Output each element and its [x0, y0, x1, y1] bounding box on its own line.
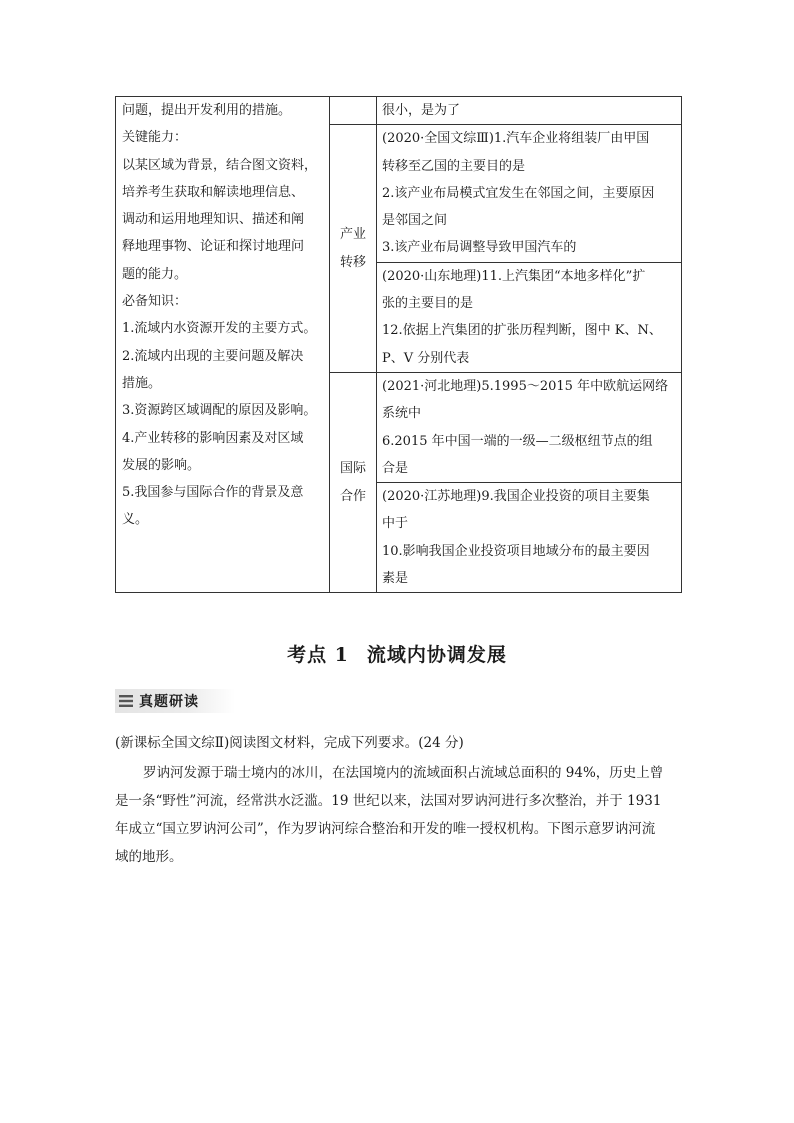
empty-topic-cell: [330, 97, 377, 125]
left-line: 3.资源跨区域调配的原因及影响。: [122, 403, 317, 419]
left-line: 4.产业转移的影响因素及对区域: [122, 430, 304, 446]
table-row: [116, 97, 682, 125]
question-line: 中于: [382, 516, 409, 532]
paragraph-line: 域的地形。: [115, 849, 183, 865]
question-line: 3.该产业布局调整导致甲国汽车的: [382, 240, 577, 256]
question-line: 合是: [382, 460, 409, 476]
knowledge-table: [115, 96, 682, 593]
left-line: 发展的影响。: [122, 457, 201, 473]
left-line: 2.流域内出现的主要问题及解决: [122, 348, 304, 364]
left-line: 培养考生获取和解读地理信息、: [122, 184, 305, 200]
question-line: (2020·江苏地理)9.我国企业投资的项目主要集: [382, 489, 650, 505]
paragraph-line: 年成立“国立罗讷河公司”，作为罗讷河综合整治和开发的唯一授权机构。下图示意罗讷河流: [115, 821, 656, 837]
topic-international-cooperation: [330, 372, 377, 592]
question-line: 转移至乙国的主要目的是: [382, 158, 526, 174]
question-line: 12.依据上汽集团的扩张历程判断，图中 K、N、: [382, 323, 662, 339]
section-title-text: 流域内协调发展: [366, 644, 507, 666]
left-line: 必备知识：: [122, 294, 188, 310]
question-line: 6.2015 年中国一端的一级—二级枢纽节点的组: [382, 433, 653, 449]
material-paragraph: [115, 759, 681, 871]
left-line: 关键能力：: [122, 130, 188, 146]
left-line: 题的能力。: [122, 266, 188, 282]
question-cell: [377, 262, 682, 372]
question-line: 是邻国之间: [382, 213, 448, 229]
left-line: 1.流域内水资源开发的主要方式。: [122, 321, 317, 337]
left-line: 调动和运用地理知识、描述和阐: [122, 212, 305, 228]
question-line: P、V 分别代表: [382, 350, 470, 366]
question-line: 2.该产业布局模式宜发生在邻国之间，主要原因: [382, 185, 655, 201]
banner-label: 真题研读: [139, 694, 199, 710]
topic-label: 合作: [339, 488, 366, 504]
left-line: 释地理事物、论证和探讨地理问: [122, 239, 305, 255]
question-cell: [377, 483, 682, 593]
left-line: 问题，提出开发利用的措施。: [122, 103, 292, 118]
left-line: 5.我国参与国际合作的背景及意: [122, 485, 304, 501]
paragraph-line: 罗讷河发源于瑞士境内的冰川，在法国境内的流域面积占流域总面积的 94%，历史上曾: [143, 765, 664, 781]
question-line: 10.影响我国企业投资项目地域分布的最主要因: [382, 543, 650, 559]
topic-industry-transfer: [330, 125, 377, 373]
list-icon: [119, 695, 133, 707]
section-number: 考点 1: [287, 644, 349, 666]
question-line: (2020·山东地理)11.上汽集团“本地多样化”扩: [382, 268, 646, 284]
section-heading: [0, 640, 794, 667]
paragraph-line: 是一条“野性”河流，经常洪水泛滥。19 世纪以来，法国对罗讷河进行多次整治，并于 1931: [115, 793, 662, 809]
competency-cell: [116, 97, 330, 593]
left-line: 义。: [122, 512, 149, 528]
topic-label: 国际: [339, 461, 366, 477]
section-banner: [115, 689, 235, 713]
question-cell: [377, 97, 682, 125]
left-line: 以某区域为背景，结合图文资料，: [122, 157, 318, 173]
question-line: 很小，是为了: [382, 103, 461, 118]
question-line: 系统中: [382, 406, 422, 422]
question-cell: [377, 372, 682, 482]
question-line: 素是: [382, 571, 409, 587]
question-source: (新课标全国文综Ⅱ)阅读图文材料，完成下列要求。(24 分): [115, 735, 464, 751]
left-line: 措施。: [122, 375, 162, 391]
topic-label: 转移: [339, 254, 366, 270]
question-line: (2021·河北地理)5.1995～2015 年中欧航运网络: [382, 378, 669, 394]
question-line: 张的主要目的是: [382, 296, 474, 312]
question-line: (2020·全国文综Ⅲ)1.汽车企业将组装厂由甲国: [382, 131, 650, 147]
question-cell: [377, 125, 682, 262]
topic-label: 产业: [339, 227, 366, 243]
